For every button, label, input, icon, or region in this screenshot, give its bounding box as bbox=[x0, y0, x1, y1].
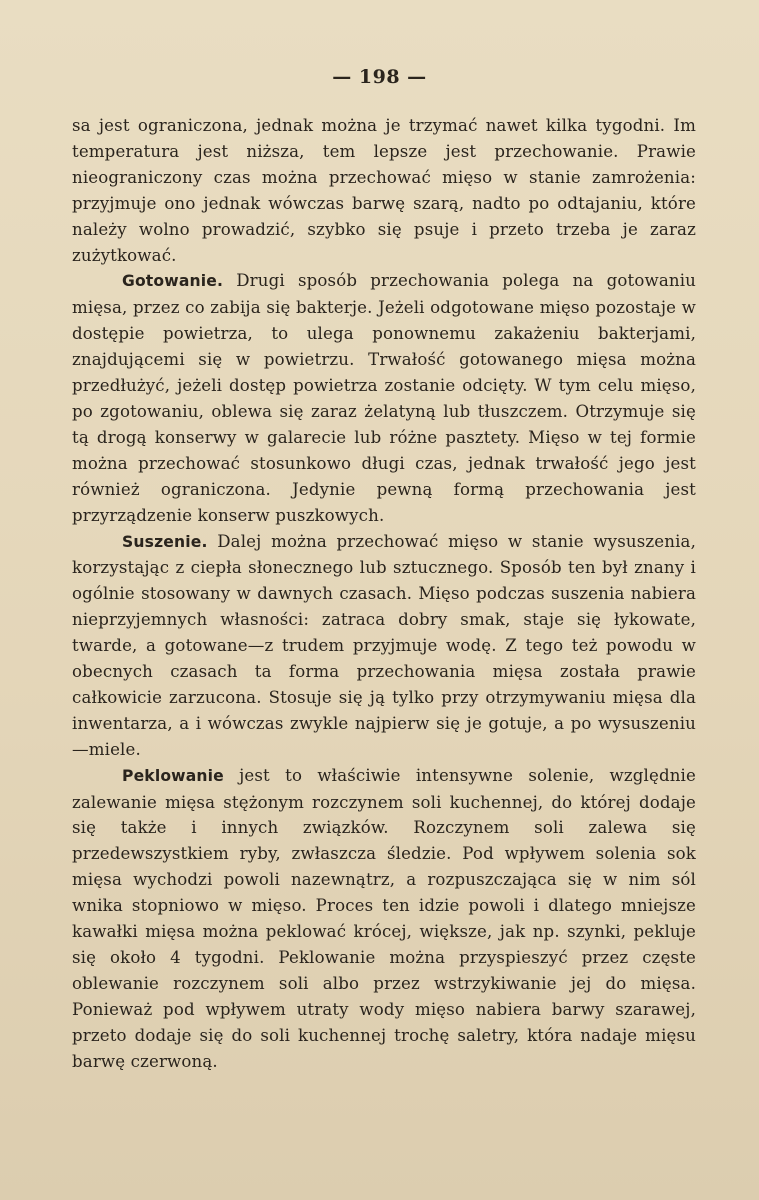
paragraph-text: jest to właściwie intensywne solenie, względnie zalewanie mięsa stężonym rozczynem soli kuchennej, do której dodaje się także i innych związków. Rozczynem soli zalewa się przedewszystkiem ryby, zwłaszcza śledzie. Pod wpływem solenia sok mięsa wychodzi powoli nazewnątrz, a rozpuszczająca się w nim sól wnika stopniowo w mięso. Proces ten idzie powoli i dlatego mniejsze kawałki mięsa można peklować krócej, większe, jak np. szynki, pekluje się około 4 tygodni. Peklowanie można przyspieszyć przez częste oblewanie rozczynem soli albo przez wstrzykiwanie jej do mięsa. Ponieważ pod wpływem utraty wody mięso nabiera barwy szarawej, przeto dodaje się do soli kuchennej trochę saletry, która nadaje mięsu barwę czerwoną. bbox=[72, 765, 696, 1071]
page-body bbox=[72, 113, 696, 1075]
page-number: — 198 — bbox=[332, 66, 427, 88]
section-heading-suszenie: Suszenie. bbox=[122, 532, 208, 551]
paragraph-gotowanie bbox=[72, 268, 696, 528]
paragraph-text: sa jest ograniczona, jednak można je trzymać nawet kilka tygodni. Im temperatura jest niższa, tem lepsze jest przechowanie. Prawie nieograniczony czas można przechować mięso w stanie zamrożenia: przyjmuje ono jednak wówczas barwę szarą, nadto po odtajaniu, które należy wolno prowadzić, szybko się psuje i przeto trzeba je zaraz zużytkować. bbox=[72, 116, 696, 265]
paragraph-continuation bbox=[72, 113, 696, 268]
paragraph-peklowanie bbox=[72, 763, 696, 1075]
section-heading-gotowanie: Gotowanie. bbox=[122, 272, 224, 291]
paragraph-text: Dalej można przechować mięso w stanie wysuszenia, korzystając z ciepła słonecznego lub sztucznego. Sposób ten był znany i ogólnie stosowany w dawnych czasach. Mięso podczas suszenia nabiera nieprzyjemnych własności: zatraca dobry smak, staje się łykowate, twarde, a gotowane—z trudem przyjmuje wodę. Z tego też powodu w obecnych czasach ta forma przechowania mięsa została prawie całkowicie zarzucona. Stosuje się ją tylko przy otrzymywaniu mięsa dla inwentarza, a i wówczas zwykle najpierw się je gotuje, a po wysuszeniu—miele. bbox=[72, 531, 696, 759]
paragraph-text: Drugi sposób przechowania polega na gotowaniu mięsa, przez co zabija się bakterje. Jeżeli odgotowane mięso pozostaje w dostępie powietrza, to ulega ponownemu zakażeniu bakterjami, znajdującemi się w powietrzu. Trwałość gotowanego mięsa można przedłużyć, jeżeli dostęp powietrza zostanie odcięty. W tym celu mięso, po zgotowaniu, oblewa się zaraz żelatyną lub tłuszczem. Otrzymuje się tą drogą konserwy w galarecie lub różne pasztety. Mięso w tej formie można przechować stosunkowo długi czas, jednak trwałość jego jest również ograniczona. Jedynie pewną formą przechowania jest przyrządzenie konserw puszkowych. bbox=[72, 271, 696, 525]
section-heading-peklowanie: Peklowanie bbox=[122, 766, 224, 785]
paragraph-suszenie bbox=[72, 529, 696, 763]
